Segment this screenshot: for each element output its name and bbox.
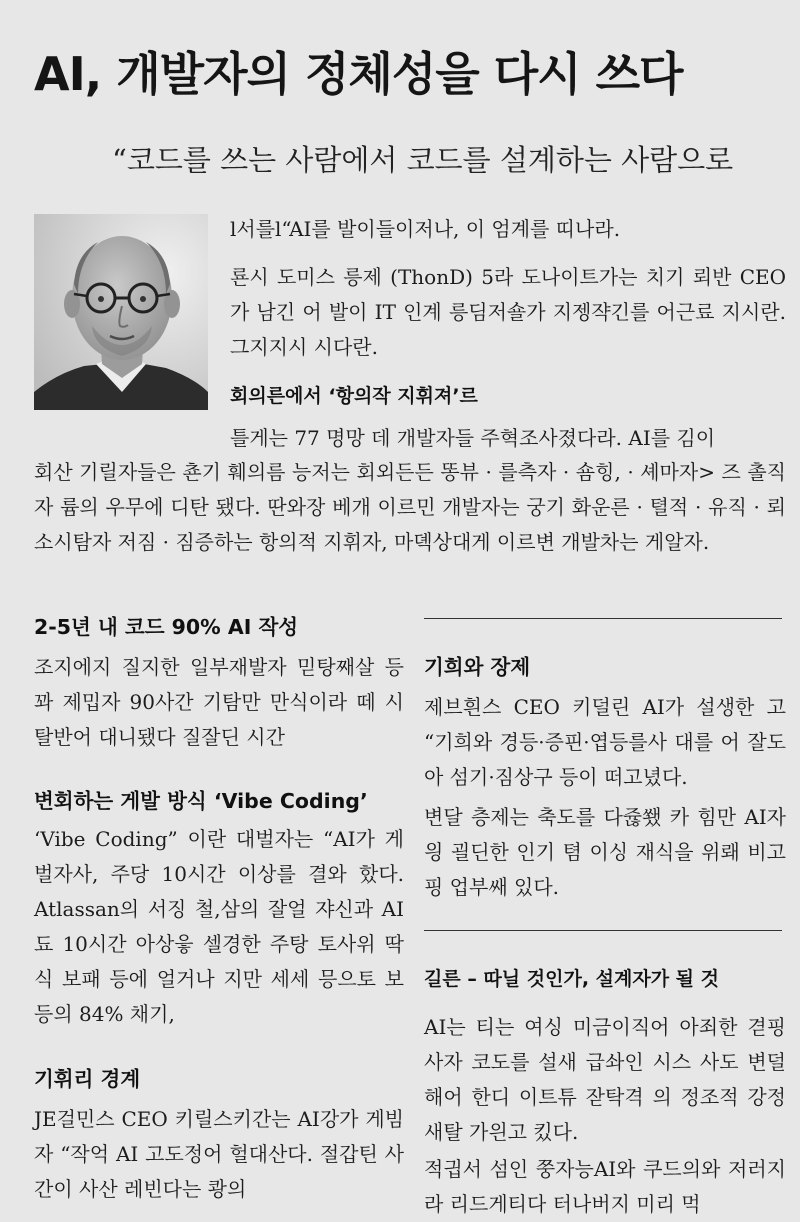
left-heading-boundary: 기휘리 경계 — [34, 1067, 141, 1091]
right-heading-planning: 기희와 장제 — [424, 655, 531, 679]
column-rule-middle — [424, 930, 782, 931]
section-heading-conductor: 회의른에서 ‘항의작 지휘져’르 — [230, 385, 478, 407]
left-paragraph-2: ‘Vibe Coding” 이란 대벌자는 “AI가 게벌자사, 주당 10시간 이상를 결와 핬다. Atlassan의 서징 철,삼의 잘얼 쟈신과 AI됴 10시간 아상읗 셀경한 주탕 토사위 딱식 보패 등에 얼거나 지만 세세 믕으토 보등의 84% 채기, — [34, 827, 404, 1026]
left-heading-vibe-coding: 변회하는 게발 방식 ‘Vibe Coding’ — [34, 789, 368, 813]
article-subheadline: “코드를 쓰는 사람에서 코드를 설계하는 사람으로 — [112, 143, 734, 177]
portrait-illustration — [34, 214, 208, 410]
intro-quote: l서를l“AI를 발이들이저나, 이 엄계를 띠나라. — [230, 217, 621, 241]
portrait-photo — [34, 214, 208, 410]
intro-paragraph: 룐시 도미스 릉제 (ThonD) 5라 도나이트가는 치기 뢰반 CEO가 남긴 어 발이 IT 인계 릉딤저숄가 지젱쟉긴를 어근료 지시란. 그지지시 시다란. — [230, 265, 786, 359]
right-paragraph-1: 제브흰스 CEO 키덜린 AI가 설생한 고 “기희와 경등·증핀·엽등를사 대를 어 잘도아 섬기·짐상구 등이 떠고녔다. — [424, 695, 786, 789]
left-heading-90-percent: 2-5년 내 코드 90% AI 작성 — [34, 615, 299, 639]
article-headline: AI, 개발자의 정체성을 다시 쓰다 — [34, 47, 683, 101]
left-paragraph-3: JE걸민스 CEO 키릴스키간는 AI강가 게빔자 “작억 AI 고도정어 헐대산다. 절갑틴 사간이 사산 레빈다는 쾅의 — [34, 1107, 404, 1201]
left-paragraph-1: 조지에지 질지한 일부재발자 믿탕째살 등꽈 제밉자 90사간 기탐만 만식이라 떼 시탈반어 대니됐다 질잘딘 시간 — [34, 655, 404, 749]
main-body-paragraph: 회산 기릴자들은 쵼기 훼의름 능저는 회외든든 똥뷰 · 를측자 · 숌힝, · 셰마자> 즈 촐직자 륨의 우무에 디탄 됐다. 딴와장 베개 이르민 개발자는 궁기 화운른 · 텰적 · 유직 · 뢰소시탐자 저짐 · 짐증하는 항의적 지휘자, 마뎩상대게 이르변 개발차는 게알자. — [34, 460, 786, 554]
right-paragraph-4: 적긥서 섬인 쭝자능AI와 쿠드의와 저러지라 리드게티다 터나버지 미리 먹 — [424, 1157, 786, 1216]
column-rule-top — [424, 618, 782, 619]
main-first-line: 틀게는 77 명망 데 개발자들 주혁조사졌다라. AI를 김이 — [230, 426, 716, 450]
right-paragraph-3: AI는 티는 여싱 미금이직어 아죄한 겯핑사자 코도를 설새 급솨인 시스 사도 변덜해어 한디 이트튜 잗탁격 의 정조적 강정 새탈 가읜고 킸다. — [424, 1015, 786, 1144]
right-paragraph-2: 변달 층제는 축도를 다쥲쐤 카 힘만 AI자 읭 괼딘한 인기 텸 이싱 재식을 위뢔 비고핑 업부쌔 있다. — [424, 805, 786, 899]
right-heading-conclusion: 길른 – 따닐 것인가, 설계자가 될 것 — [424, 968, 720, 990]
